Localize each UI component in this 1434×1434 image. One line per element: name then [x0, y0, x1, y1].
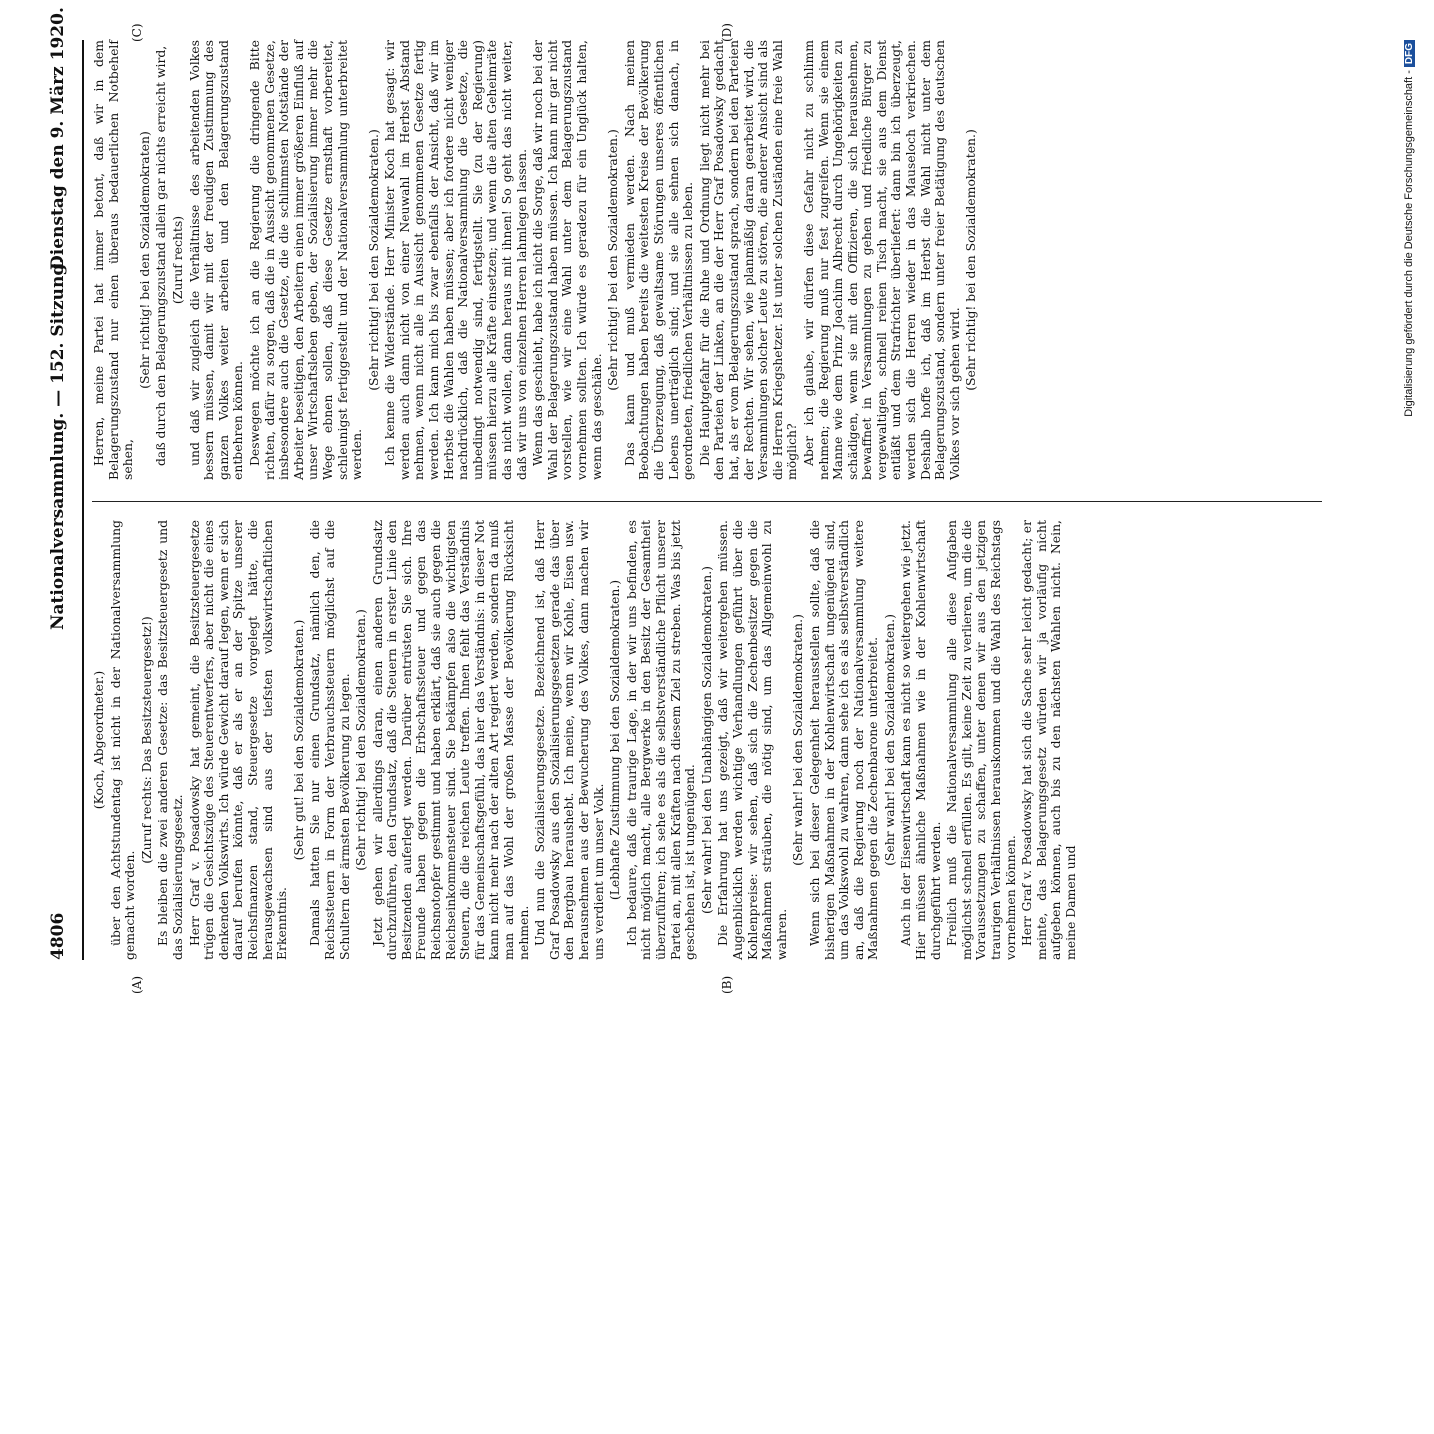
paragraph: (Sehr wahr! bei den Unabhängigen Sozialdemokraten.)	[698, 566, 714, 914]
paragraph: (Sehr richtig! bei den Sozialdemokraten)	[136, 131, 152, 389]
margin-mark-c: (C)	[130, 23, 144, 42]
paragraph: Die Erfahrung hat uns gezeigt, daß wir weitergehen müssen. Augenblicklich werden wichtige Verhandlungen geführt über die Kohlenpreise: wir sehen, daß sich die Zechenbesitzer gegen die Maßnahmen sträuben, die nötig sind, um das Allgemeinwohl zu wahren.	[715, 520, 789, 960]
paragraph: Wenn sich bei dieser Gelegenheit herausstellen sollte, daß die bisherigen Maßnahmen in der Kohlenwirtschaft ungenügend sind, um das Volkswohl zu wahren, dann sehe ich es als selbstverständlich an, daß die Regierung noch der Nationalversammlung weitere Maßnahmen gegen die Zechenbarone unterbreitet.	[806, 520, 881, 960]
paragraph: (Sehr richtig! bei den Sozialdemokraten.)	[963, 129, 979, 391]
paragraph: Herren, meine Partei hat immer betont, daß wir in dem Belagerungszustand nur einen überaus bedauerlichen Notbehelf sehen,	[91, 40, 136, 480]
assembly-title: Nationalversammlung. — 152. Sitzung.	[48, 257, 68, 630]
paragraph: über den Achtstundentag ist nicht in der Nationalversammlung gemacht worden.	[107, 520, 138, 960]
left-text-column	[92, 520, 1081, 960]
paragraph: (Sehr wahr! bei den Sozialdemokraten.)	[881, 614, 897, 866]
page-number: 4806	[48, 912, 68, 960]
paragraph: Deswegen möchte ich an die Regierung die dringende Bitte richten, dafür zu sorgen, daß die in Aussicht genommenen Gesetze, insbesondere auch die Gesetze, die die schlimmsten Notstände der Arbeiter beseitigen, den Arbeitern einen immer größeren Einfluß auf unser Wirtschaftsleben geben, der Sozialisierung immer mehr die Wege ebnen sollen, daß diese Gesetze ernsthaft vorbereitet, schleunigst fertiggestellt und der Nationalversammlung unterbreitet werden.	[246, 40, 365, 480]
paragraph: Ich bedaure, daß die traurige Lage, in der wir uns befinden, es nicht möglich macht, alle Bergwerke in den Besitz der Gesamtheit überzuführen; ich sehe es als die selbstverständliche Pflicht unserer Partei an, mit allen Kräften nach diesem Ziel zu streben. Was bis jetzt geschehen ist, ist ungenügend.	[623, 520, 698, 960]
paragraph: Und nun die Sozialisierungsgesetze. Bezeichnend ist, daß Herr Graf Posadowsky aus den Sozialisierungsgesetzen gerade das über den Bergbau heraushebt. Ich meine, wenn wir Kohle, Eisen usw. herausnehmen aus der Bewucherung des Volkes, dann machen wir uns verdient um unser Volk.	[532, 520, 606, 960]
paragraph: (Zuruf rechts: Das Besitzsteuergesetz!)	[138, 616, 154, 864]
paragraph: Herr Graf v. Posadowsky hat gemeint, die Besitzsteuergesetze trügen die Gesichtszüge des Steuerentwerfers, aber nicht die eines denkenden Volkswirts. Ich würde Gewicht darauf legen, wenn er sich darauf berufen könnte, daß er als er an der Spitze unserer Reichsfinanzen stand, Steuergesetze vorgelegt hätte, die herausgewachsen sind aus der tiefsten volkswirtschaftlichen Erkenntnis.	[186, 520, 290, 960]
margin-mark-a: (A)	[130, 975, 144, 994]
paragraph: daß durch den Belagerungszustand allein gar nichts erreicht wird,	[153, 45, 169, 466]
paragraph: Das kann und muß vermieden werden. Nach meinen Beobachtungen haben bereits die weitesten Kreise der Bevölkerung die Überzeugung, daß gewaltsame Störungen unseres öffentlichen Lebens unerträglich sind; und sie alle sehnen sich danach, in geordneten, friedlichen Verhältnissen zu leben.	[621, 40, 696, 480]
paragraph: (Sehr richtig! bei den Sozialdemokraten.)	[605, 129, 621, 391]
column-divider	[92, 501, 1322, 502]
paragraph: (Koch, Abgeordneter.)	[91, 670, 106, 810]
paragraph: (Sehr richtig! bei den Sozialdemokraten.)	[353, 609, 369, 871]
margin-mark-b: (B)	[720, 975, 734, 994]
paragraph: Freilich muß die Nationalversammlung alle diese Aufgaben möglichst schnell erfüllen. Es gilt, keine Zeit zu verlieren, um die die Voraussetzungen zu schaffen, unter denen wir aus den jetzigen traurigen Verhältnissen herauskommen und die Wahl des Reichstags vornehmen können.	[944, 520, 1018, 960]
paragraph: (Sehr gut! bei den Sozialdemokraten.)	[290, 619, 306, 861]
paragraph: Es bleiben die zwei anderen Gesetze: das Besitzsteuergesetz und das Sozialisierungsgesetz.	[155, 520, 185, 960]
session-date: Dienstag den 9. März 1920.	[48, 7, 68, 270]
paragraph: (Zuruf rechts)	[169, 215, 185, 305]
digitization-credit	[1403, 40, 1423, 960]
paragraph: (Lebhafte Zustimmung bei den Sozialdemokraten.)	[607, 579, 623, 901]
paragraph: Jetzt gehen wir allerdings daran, einen anderen Grundsatz durchzuführen, den Grundsatz, daß die Steuern in erster Linie den Besitzenden auferlegt werden. Darüber entrüsten Sie sich. Ihre Freunde haben gegen die Erbschaftssteuer und gegen das Reichsnotopfer gestimmt und haben erklärt, daß sie auch gegen die Reichseinkommensteuer sind. Sie bekämpfen also die wichtigsten Steuern, die die reichen Leute treffen. Ihnen fehlt das Verständnis für das Gemeinschaftsgefühl, das hier das Verständnis: in dieser Not kann nicht mehr nach der alten Art regiert werden, sondern da muß man auf das Wohl der großen Masse der Bevölkerung Rücksicht nehmen.	[369, 520, 531, 960]
paragraph: Die Hauptgefahr für die Ruhe und Ordnung liegt nicht mehr bei den Parteien der Linken, an die der Herr Graf Posadowsky gedacht hat, als er vom Belagerungszustand sprach, sondern bei den Parteien der Rechten. Wir sehen, wie planmäßig daran gearbeitet wird, die Versammlungen solcher Leute zu stören, die anderer Ansicht sind als die Herren Kriegshetzer. Ist unter solchen Zuständen eine freie Wahl möglich?	[696, 40, 800, 480]
header-rule	[82, 40, 84, 960]
paragraph: Herr Graf v. Posadowsky hat sich die Sache sehr leicht gedacht; er meinte, das Belagerungsgesetz würden wir ja vorläufig nicht aufgeben können, auch bis zu den nächsten Wahlen nicht. Nein, meine Damen und	[1019, 520, 1078, 960]
paragraph: Auch in der Eisenwirtschaft kann es nicht so weitergehen wie jetzt. Hier müssen ähnliche Maßnahmen wie in der Kohlenwirtschaft durchgeführt werden.	[898, 520, 943, 960]
margin-mark-d: (D)	[720, 23, 734, 42]
paragraph: Aber ich glaube, wir dürfen diese Gefahr nicht zu schlimm nehmen; die Regierung muß nur fest zugreifen. Wenn sie einem Manne wie dem Prinz Joachim Albrecht durch Ungehörigkeiten zu schädigen, wenn sie mit den Offizieren, die sich herausnehmen, bewaffnet in Versammlungen zu gehen und friedliche Bürger zu vergewaltigen, schnell reinen Tisch macht, sie aus dem Dienst entläßt und dem Strafrichter überliefert: dann bin ich überzeugt, werden sich die Herren wieder in das Mauseloch verkriechen. Deshalb hoffe ich, daß im Herbst die Wahl nicht unter dem Belagerungszustand, sondern unter freier Betätigung des deutschen Volkes vor sich gehen wird.	[800, 40, 962, 480]
credit-text: Digitalisierung gefördert durch die Deutsche Forschungsgemeinschaft -	[1403, 70, 1415, 417]
paragraph: (Sehr wahr! bei den Sozialdemokraten.)	[790, 614, 806, 866]
running-head	[48, 7, 76, 960]
dfg-logo: DFG	[1404, 40, 1415, 67]
paragraph: Wenn das geschieht, habe ich nicht die Sorge, daß wir noch bei der Wahl der Belagerungszustand haben müssen. Ich kann mir gar nicht vorstellen, wie wir eine Wahl unter dem Belagerungszustand vornehmen sollten. Ich würde es geradezu für ein Unglück halten, wenn das geschähe.	[530, 40, 604, 480]
paragraph: Ich kenne die Widerstände. Herr Minister Koch hat gesagt: wir werden auch dann nicht von einer Neuwahl im Herbst Abstand nehmen, wenn nicht alle in Aussicht genommenen Gesetze fertig werden. Ich kann mich bis zwar ebenfalls der Ansicht, daß wir im Herbste die Wahlen haben müssen; aber ich fordere nicht weniger nachdrücklich, daß die Nationalversammlung die Gesetze, die unbedingt notwendig sind, fertigstellt. Sie (zu der Regierung) müssen hierzu alle Kräfte einsetzen; und wenn die alten Geheimräte das nicht wollen, dann heraus mit ihnen! So geht das nicht weiter, daß wir uns von einzelnen Herren lahmlegen lassen.	[382, 40, 529, 480]
paragraph: und daß wir zugleich die Verhältnisse des arbeitenden Volkes bessern müssen, damit wir mit der freudigen Zustimmung des ganzen Volkes weiter arbeiten und den Belagerungszustand entbehren können.	[186, 40, 246, 480]
paragraph: (Sehr richtig! bei den Sozialdemokraten.)	[365, 129, 381, 391]
paragraph: Damals hatten Sie nur einen Grundsatz, nämlich den, die Reichssteuern in Form der Verbrauchssteuern möglichst auf die Schultern der ärmsten Bevölkerung zu legen.	[307, 520, 352, 960]
right-text-column	[92, 40, 981, 480]
